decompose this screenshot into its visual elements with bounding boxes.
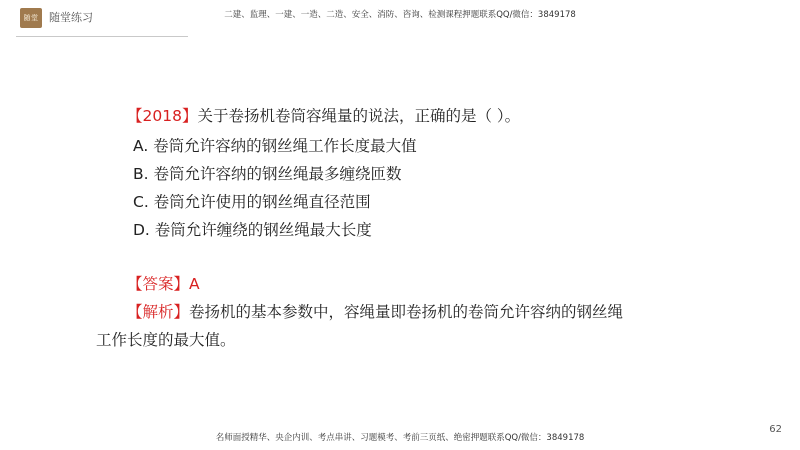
section-title: 随堂练习	[49, 11, 93, 24]
question-stem-line	[127, 104, 520, 126]
analysis-text-1: 卷扬机的基本参数中，容绳量即卷扬机的卷筒允许容纳的钢丝绳	[189, 303, 624, 321]
answer-line	[127, 272, 200, 294]
option-c: C. 卷筒允许使用的钢丝绳直径范围	[133, 193, 371, 211]
header-divider	[16, 36, 188, 37]
page-number: 62	[769, 424, 782, 435]
option-d: D. 卷筒允许缠绕的钢丝绳最大长度	[133, 221, 372, 239]
analysis-line-1	[127, 300, 623, 322]
top-banner: 二建、监理、一建、一造、二造、安全、消防、咨询、检测课程押题联系QQ/微信：3849178	[224, 10, 576, 20]
analysis-line-2: 工作长度的最大值。	[96, 331, 236, 349]
option-a: A. 卷筒允许容纳的钢丝绳工作长度最大值	[133, 137, 417, 155]
answer-value: A	[189, 275, 200, 293]
logo: 随堂	[20, 8, 42, 28]
bottom-banner: 名师面授精华、央企内训、考点串讲、习题模考、考前三页纸、绝密押题联系QQ/微信：3849178	[215, 433, 585, 443]
answer-label: 【答案】	[127, 275, 190, 293]
question-stem: 关于卷扬机卷筒容绳量的说法，正确的是（ ）。	[197, 107, 521, 125]
year-tag: 【2018】	[127, 107, 198, 125]
analysis-label: 【解析】	[127, 303, 190, 321]
option-b: B. 卷筒允许容纳的钢丝绳最多缠绕匝数	[133, 165, 402, 183]
